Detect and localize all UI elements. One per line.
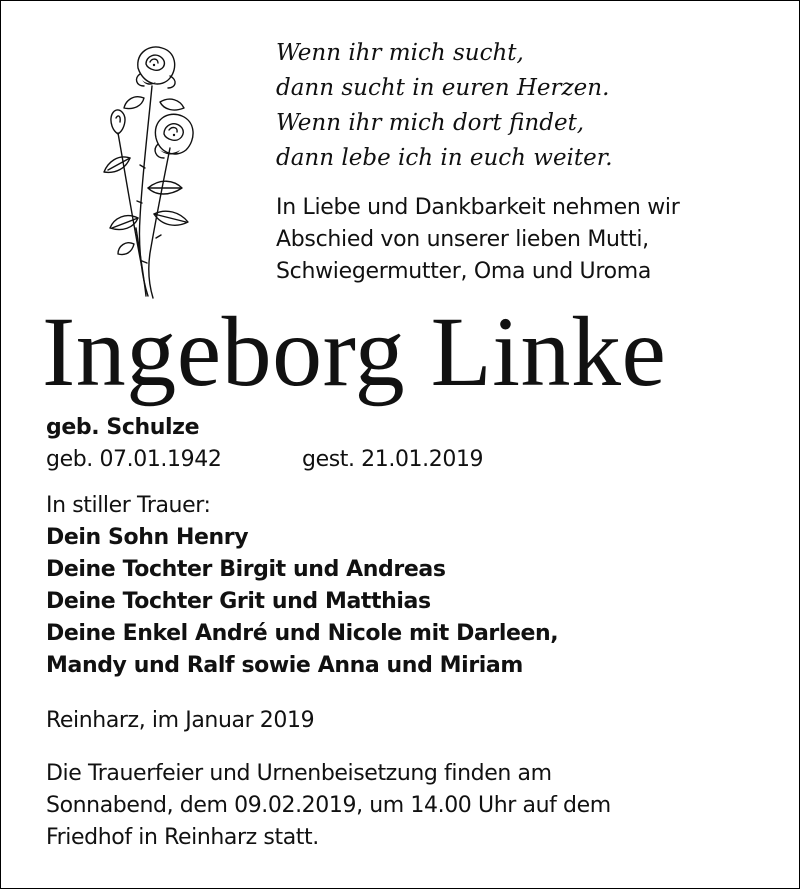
mourner-line: Deine Tochter Birgit und Andreas (46, 557, 446, 582)
mourners-heading: In stiller Trauer: (46, 493, 211, 518)
poem-line: dann sucht in euren Herzen. (276, 75, 610, 101)
mourner-line: Mandy und Ralf sowie Anna und Miriam (46, 653, 523, 678)
poem-line: Wenn ihr mich sucht, (276, 40, 524, 66)
life-dates (46, 444, 484, 476)
intro-line: Schwiegermutter, Oma und Uroma (276, 259, 652, 284)
service-line: Die Trauerfeier und Urnenbeisetzung finden am (46, 761, 552, 786)
poem-line: Wenn ihr mich dort findet, (276, 110, 585, 136)
poem (276, 36, 613, 176)
poem-line: dann lebe ich in euch weiter. (276, 145, 613, 171)
place-date: Reinharz, im Januar 2019 (46, 708, 315, 733)
deceased-name: Ingeborg Linke (42, 296, 667, 407)
maiden-name: geb. Schulze (46, 415, 200, 440)
service-line: Friedhof in Reinharz statt. (46, 825, 319, 850)
intro-line: In Liebe und Dankbarkeit nehmen wir (276, 195, 680, 220)
roses-illustration-icon (90, 38, 205, 300)
mourner-line: Deine Tochter Grit und Matthias (46, 589, 431, 614)
service-line: Sonnabend, dem 09.02.2019, um 14.00 Uhr auf dem (46, 793, 611, 818)
mourner-line: Deine Enkel André und Nicole mit Darleen, (46, 621, 559, 646)
birth-date: geb. 07.01.1942 (46, 447, 222, 472)
mourners-block (46, 490, 558, 682)
service-info (46, 758, 611, 854)
mourner-line: Dein Sohn Henry (46, 525, 249, 550)
death-date: gest. 21.01.2019 (302, 447, 484, 472)
intro-line: Abschied von unserer lieben Mutti, (276, 227, 649, 252)
intro-text (276, 192, 679, 288)
